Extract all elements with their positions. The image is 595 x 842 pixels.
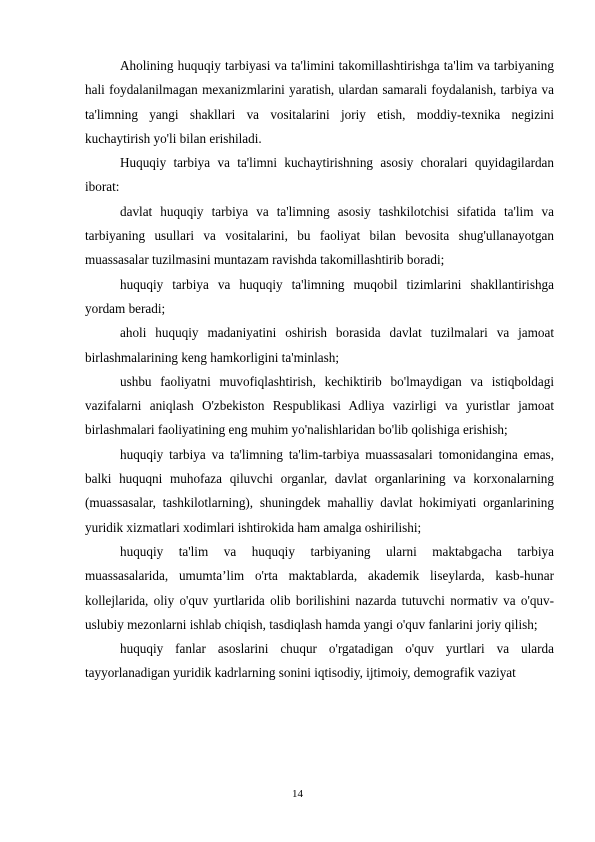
list-item-state-role: davlat huquqiy tarbiya va ta'limning asosiy tashkilotchisi sifatida ta'lim va tarbiyaning usullari va vositalarini, bu faoliyat bilan bevosita shug'ullanayotgan muassasalar tuzilmasini muntazam ravishda takomillashtirib boradi; — [85, 203, 554, 268]
list-item-legal-education: huquqiy fanlar asoslarini chuqur o'rgatadigan o'quv yurtlari va ularda tayyorlanadigan yuridik kadrlarning sonini iqtisodiy, ijtimoiy, demografik vaziyat — [85, 641, 554, 681]
paragraph-intro: Aholining huquqiy tarbiyasi va ta'limini takomillashtirishga ta'lim va tarbiyaning hali foydalanilmagan mexanizmlarini yaratish, ulardan samarali foydalanish, tarbiya va ta'limning yangi shakllari va vositalarini joriy etish, moddiy-texnika negizini kuchaytirish yo'li bilan erishiladi. — [85, 58, 554, 146]
paragraph-measures-heading: Huquqiy tarbiya va ta'limni kuchaytirishning asosiy choralari quyidagilardan iborat: — [85, 155, 554, 195]
list-item-legal-culture: aholi huquqiy madaniyatini oshirish borasida davlat tuzilmalari va jamoat birlashmalarining keng hamkorligini ta'minlash; — [85, 325, 554, 365]
list-item-implementation: huquqiy tarbiya va ta'limning ta'lim-tarbiya muassasalari tomonidangina emas, balki huquqni muhofaza qiluvchi organlar, davlat organlarining va korxonalarning (muassasalar, tashkilotlarning), shuningdek mahalliy davlat hokimiyati organlarining yuridik xizmatlari xodimlari ishtirokida ham amalga oshirilishi; — [85, 446, 554, 535]
list-item-coordination: ushbu faoliyatni muvofiqlashtirish, kechiktirib bo'lmaydigan va istiqboldagi vazifalarni aniqlash O'zbekiston Respublikasi Adliya vazirligi va yuristlar jamoat birlashmalari faoliyatining eng muhim yo'nalishlaridan bo'lib qolishiga erishish; — [85, 373, 554, 438]
list-item-curricula: huquqiy ta'lim va huquqiy tarbiyaning ularni maktabgacha tarbiya muassasalarida, umumta’lim o'rta maktablarda, akademik liseylarda, kasb-hunar kollejlarida, oliy o'quv yurtlarida olib borilishini nazarda tutuvchi normativ va o'quv-uslubiy mezonlarni ishlab chiqish, tasdiqlash hamda yangi o'quv fanlarini joriy qilish; — [85, 543, 554, 632]
page-number: 14 — [292, 788, 303, 800]
document-body — [85, 54, 554, 686]
list-item-alternative-systems: huquqiy tarbiya va huquqiy ta'limning muqobil tizimlarini shakllantirishga yordam beradi; — [85, 276, 554, 316]
